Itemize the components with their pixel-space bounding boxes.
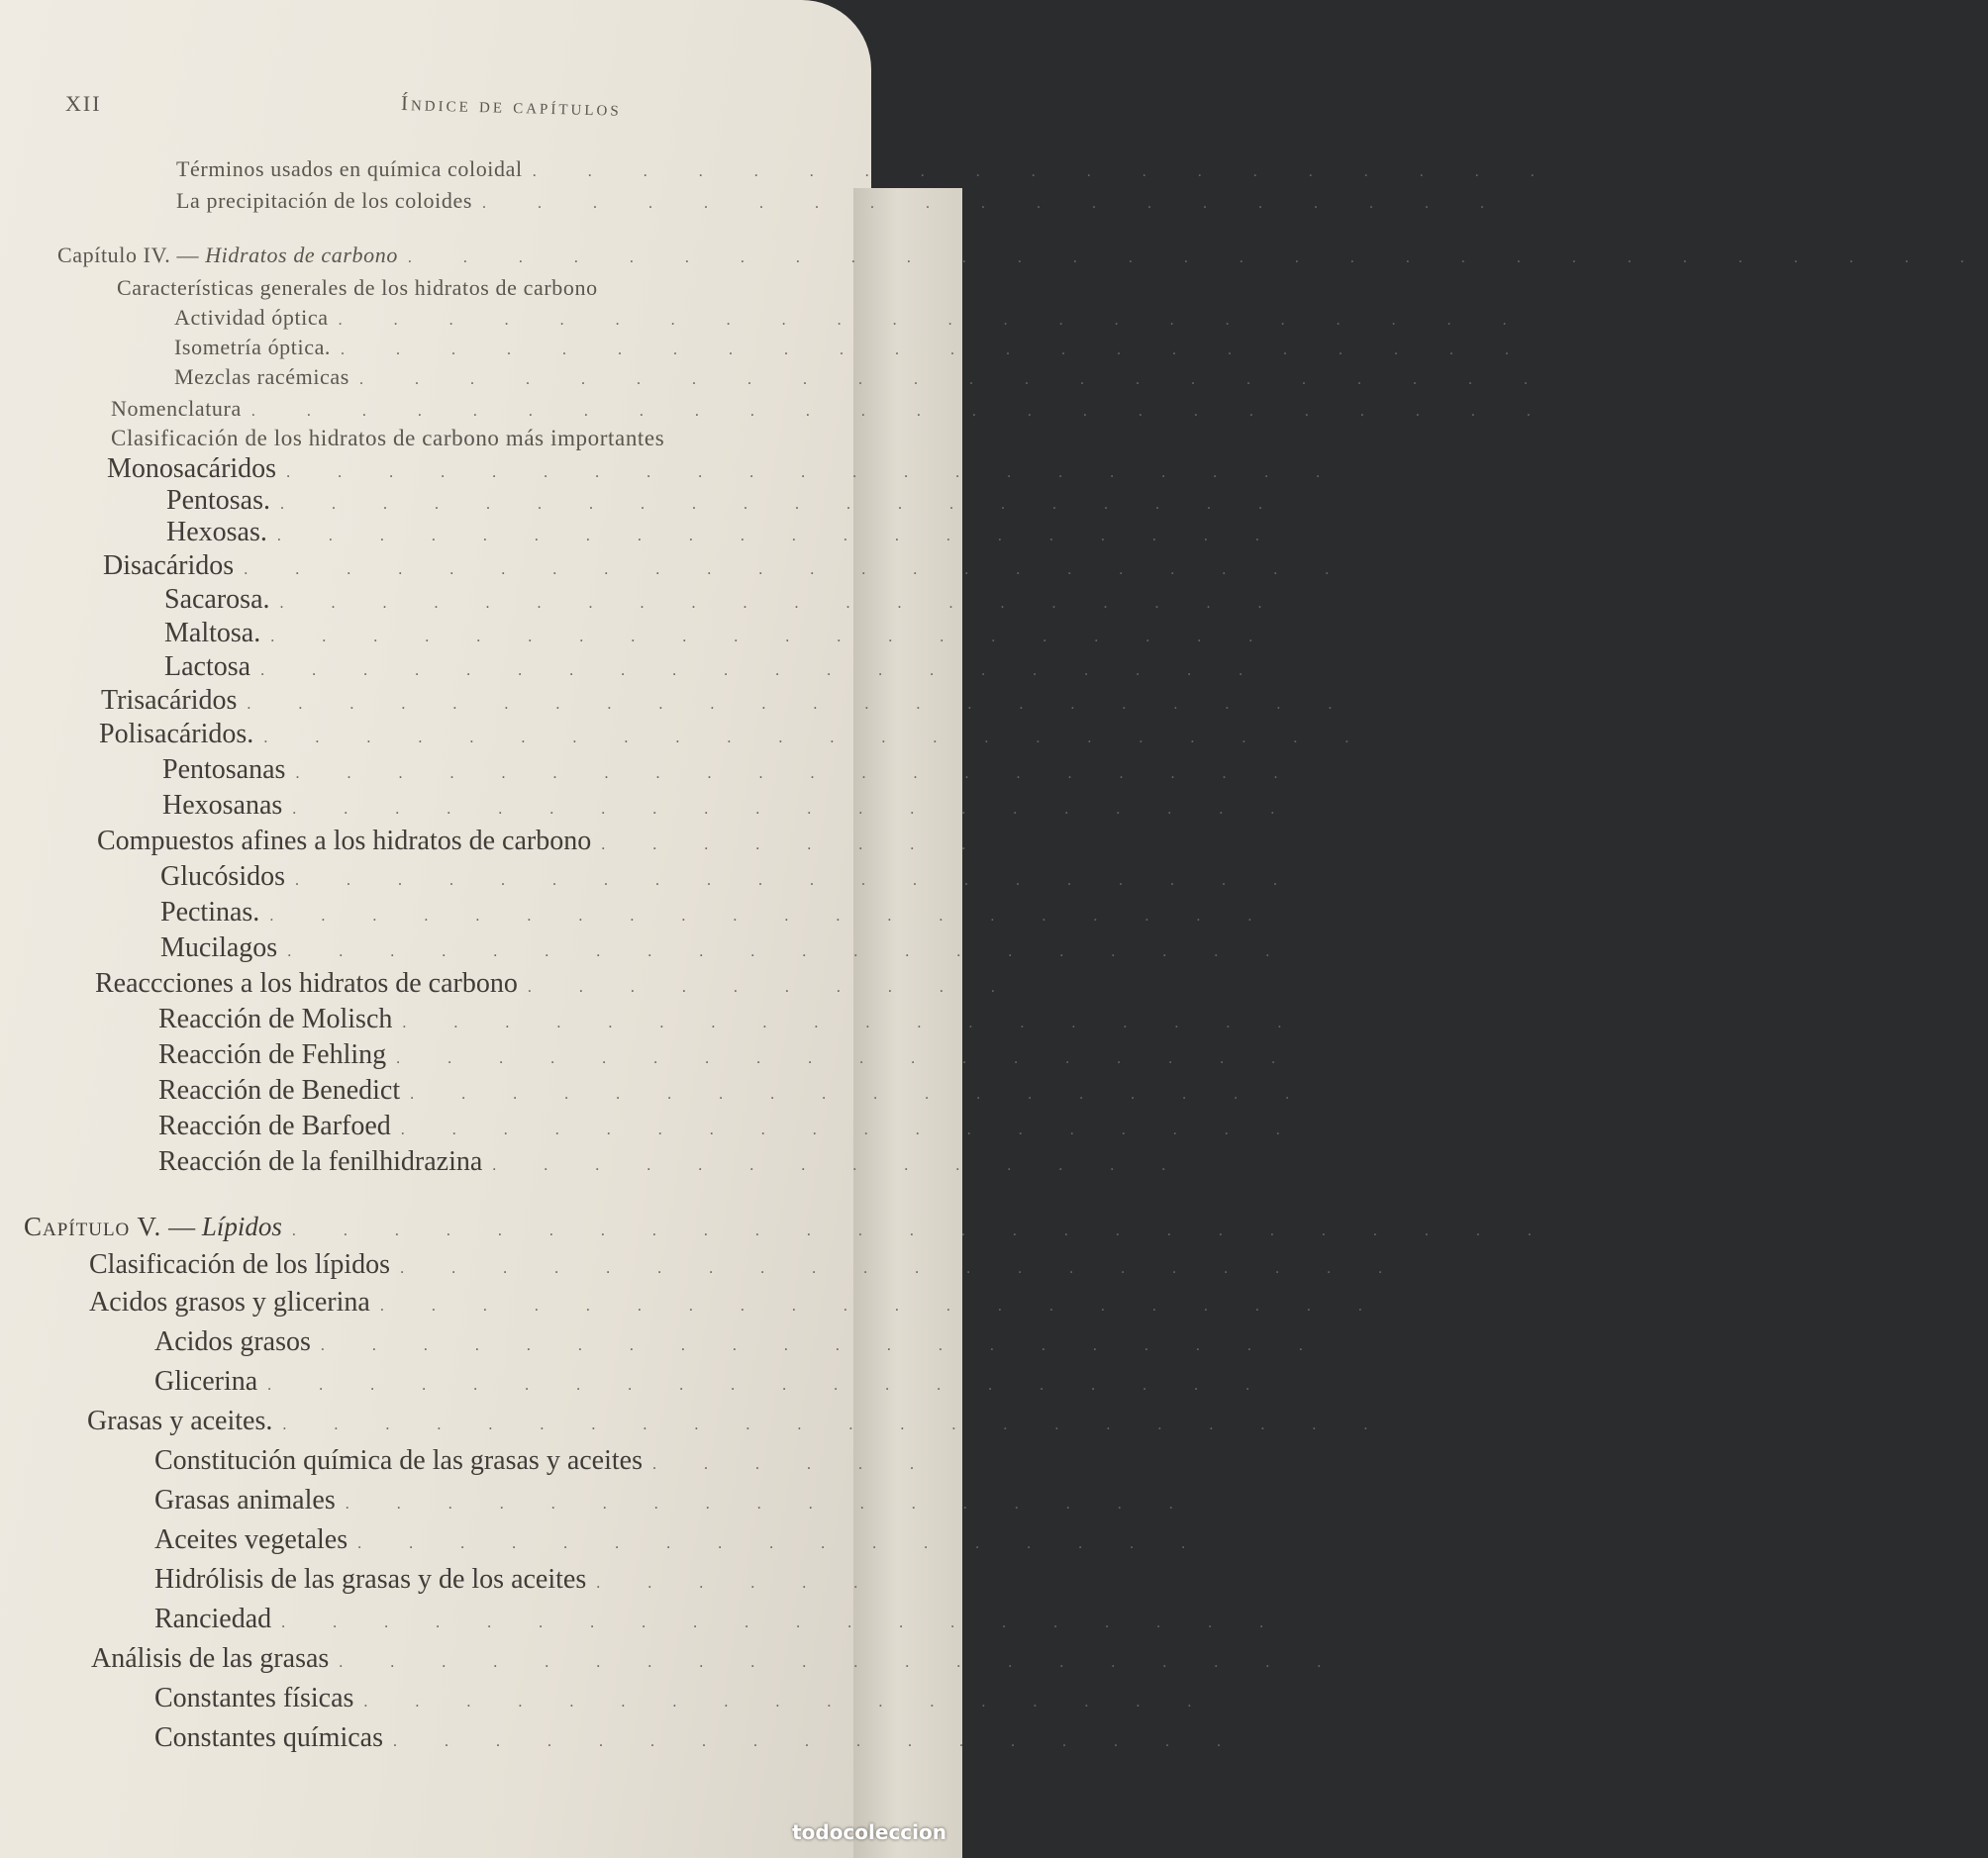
dot-leader: . . . . . . . . . . . . . . . . . — [392, 1733, 1242, 1750]
dot-leader: . . . . . . . . . . . . . . . . . . . . — [280, 496, 1284, 513]
toc-entry-label: Reacción de Molisch — [158, 1004, 393, 1034]
toc-entry-label: Mezclas racémicas — [174, 364, 349, 389]
toc-entry-label: Constitución química de las grasas y aceites — [154, 1445, 643, 1476]
dot-leader: . . . . . . — [596, 1575, 880, 1592]
dot-leader: . . . . . . . . . . . . . . . . . . . . . . — [244, 561, 1351, 578]
toc-entry — [87, 1406, 1390, 1437]
toc-entry-label: Lactosa — [164, 651, 251, 682]
toc-entry-label: Monosacáridos — [107, 453, 277, 484]
toc-entry-label: Reacción de Barfoed — [158, 1111, 391, 1141]
toc-entry-label: Reacción de la fenilhidrazina — [158, 1146, 483, 1177]
chapter-number: Capítulo IV. — [57, 243, 171, 267]
toc-entry-label: Sacarosa. — [164, 584, 270, 615]
toc-entry-label: Reacción de Fehling — [158, 1039, 387, 1070]
dot-leader: . . . . . . . . . . . . . . . . . . . . . . — [341, 342, 1534, 358]
toc-entry — [154, 1604, 1286, 1635]
toc-entry-label: Acidos grasos — [154, 1326, 311, 1357]
toc-entry — [117, 275, 849, 301]
toc-entry-label: Grasas animales — [154, 1485, 336, 1516]
dot-leader: . . . . . . . . . . . . . . . . . . — [410, 1086, 1312, 1103]
toc-entry-label: Mucilagos — [160, 932, 278, 963]
toc-entry-label: Glucósidos — [160, 861, 285, 892]
dot-leader: . . . . . . . . . . . . . . . . . . . . — [292, 801, 1297, 818]
toc-entry — [174, 364, 1551, 390]
toc-entry — [176, 156, 1558, 182]
toc-entry — [107, 453, 1342, 485]
toc-entry — [154, 1326, 1325, 1358]
toc-entry — [154, 1564, 880, 1596]
toc-entry — [103, 550, 1351, 582]
toc-entry — [154, 1485, 1195, 1516]
dot-leader: . . . . . . . . — [601, 836, 988, 853]
toc-entry — [162, 754, 1300, 786]
toc-entry-label: Constantes químicas — [154, 1722, 383, 1753]
toc-entry — [154, 1722, 1242, 1754]
dot-leader: . . . . . . . . . . . . . . . . . . . — [482, 195, 1508, 212]
toc-entry-label: Actividad óptica — [174, 305, 329, 330]
toc-entry-label: Glicerina — [154, 1366, 258, 1397]
toc-entry-label: Polisacáridos. — [99, 719, 254, 749]
toc-entry — [101, 685, 1354, 717]
toc-entry — [154, 1366, 1272, 1398]
toc-entry — [164, 651, 1265, 683]
dot-leader: . . . . . . . . . . . . . . . . . . . . — [339, 1654, 1343, 1671]
toc-entry — [164, 618, 1275, 649]
dot-leader: . . . . . . . . . . . . . . . . . . . . . . . . — [250, 403, 1554, 420]
dot-leader: . . . . . . . . . . . . . . . . . . . . . . . . . . . . . — [407, 249, 1988, 266]
chapter-heading — [24, 1212, 1553, 1242]
toc-entry — [154, 1683, 1214, 1714]
toc-entry-label: Reacción de Benedict — [158, 1075, 401, 1106]
dot-leader: . . . . . . . . . . . . . . . . . . . . . — [286, 464, 1342, 481]
dot-leader: . . . . . . . . . . . . . . . . . — [363, 1694, 1214, 1711]
dot-leader: . . . . . . . . . . . . . . . . . . . . . . — [358, 371, 1551, 388]
dot-leader: . . . . . . . . . . . . . . . . . . . . — [379, 1298, 1384, 1315]
dot-leader: . . . . . . . . . . . . . . . . . . . . . . . . . — [291, 1222, 1553, 1239]
toc-entry-label: Acidos grasos y glicerina — [89, 1287, 370, 1318]
toc-entry — [158, 1004, 1304, 1035]
dot-leader: . . . . . . . . . . . . . . . . . . . . — [279, 595, 1284, 612]
toc-entry — [97, 826, 988, 857]
dot-leader: . . . . . . . . . . . . . . . . . . . . — [320, 1337, 1325, 1354]
toc-entry-label: Reaccciones a los hidratos de carbono — [95, 968, 518, 999]
dot-leader: . . . . . . . . . . . . . . . . . . . . — [270, 629, 1275, 645]
toc-entry — [99, 719, 1371, 750]
toc-entry-label: La precipitación de los coloides — [176, 188, 472, 213]
toc-entry-label: Clasificación de los lípidos — [89, 1249, 391, 1280]
dot-leader: . . . . . . — [651, 1456, 936, 1473]
dot-leader: . . . . . . . . . . . . . . . . . . . . — [281, 1614, 1286, 1631]
toc-entry-label: Isometría óptica. — [174, 335, 332, 359]
toc-entry — [166, 517, 1281, 548]
toc-entry-label: Características generales de los hidratos de carbono — [117, 275, 598, 300]
toc-entry-label: Aceites vegetales — [154, 1524, 348, 1555]
toc-entry — [160, 932, 1292, 964]
dot-leader: . . . . . . . . . . . . . . . . . . . — [532, 163, 1558, 180]
dot-leader: . . . . . . . . . . . . . . . . . . . . — [400, 1260, 1405, 1277]
toc-entry-label: Pentosanas — [162, 754, 286, 785]
toc-entry — [162, 790, 1297, 822]
toc-entry — [95, 968, 1017, 1000]
dot-leader: . . . . . . . . . . . . . . — [492, 1157, 1188, 1174]
dot-leader: . . . . . . . . . . . . . . . . . . . . — [267, 1377, 1272, 1394]
toc-entry-label: Constantes físicas — [154, 1683, 354, 1713]
dot-leader: . . . . . . . . . . . . . . . . . . — [400, 1122, 1302, 1138]
dot-leader: . . . . . . . . . . . . . . . . . . . . — [295, 872, 1299, 889]
chapter-heading — [57, 243, 1988, 268]
page-number: XII — [65, 91, 102, 116]
toc-entry-label: Pectinas. — [160, 897, 260, 928]
dot-leader: . . . . . . . . . . . . . . . . . . — [402, 1015, 1304, 1031]
toc-entry — [174, 305, 1531, 331]
dot-leader: . . . . . . . . . . . . . . . . . . . . — [260, 662, 1265, 679]
toc-entry — [160, 897, 1274, 929]
chapter-title: Hidratos de carbono — [205, 243, 398, 267]
dot-leader: . . . . . . . . . . . . . . . . . . . . — [269, 908, 1274, 925]
dot-leader: . . . . . . . . . . . . . . . . . — [345, 1496, 1195, 1513]
toc-entry-label: Pentosas. — [166, 485, 270, 516]
dot-leader: . . . . . . . . . . — [527, 979, 1017, 996]
running-head: Índice de capítulos — [400, 91, 623, 121]
toc-entry-label: Maltosa. — [164, 618, 261, 648]
toc-entry-label: Ranciedad — [154, 1604, 272, 1634]
toc-entry-label: Nomenclatura — [111, 396, 242, 421]
toc-entry — [166, 485, 1284, 517]
dot-leader: . . . . . . . . . . . . . . . . . . . . . . — [263, 730, 1371, 746]
toc-entry — [89, 1249, 1405, 1281]
toc-entry — [91, 1643, 1343, 1675]
toc-entry — [111, 396, 1554, 422]
toc-entry-label: Compuestos afines a los hidratos de carbono — [97, 826, 592, 856]
dot-leader: . . . . . . . . . . . . . . . . . . . . — [276, 528, 1281, 544]
toc-entry — [89, 1287, 1384, 1319]
toc-entry — [174, 335, 1534, 360]
dot-leader: . . . . . . . . . . . . . . . . . . — [396, 1050, 1298, 1067]
em-dash: — — [168, 1212, 196, 1241]
toc-entry — [158, 1039, 1298, 1071]
toc-entry — [176, 188, 1508, 214]
dot-leader: . . . . . . . . . . . . . . . . . . . . . . — [282, 1417, 1390, 1433]
toc-entry — [111, 426, 847, 451]
watermark: todocoleccion — [792, 1820, 946, 1844]
toc-entry-label: Trisacáridos — [101, 685, 238, 716]
dot-leader: . . . . . . . . . . . . . . . . . . . . . . — [338, 312, 1531, 329]
toc-entry — [164, 584, 1284, 616]
toc-entry-label: Disacáridos — [103, 550, 235, 581]
dot-leader: . . . . . . . . . . . . . . . . . . . . — [295, 765, 1300, 782]
toc-entry-label: Clasificación de los hidratos de carbono más importantes — [111, 426, 665, 450]
toc-entry — [160, 861, 1299, 893]
toc-entry-label: Hexosanas — [162, 790, 283, 821]
em-dash: — — [176, 243, 200, 267]
dot-leader: . . . . . . . . . . . . . . . . . — [357, 1535, 1208, 1552]
toc-entry-label: Grasas y aceites. — [87, 1406, 273, 1436]
toc-entry-label: Hidrólisis de las grasas y de los aceites — [154, 1564, 587, 1595]
dot-leader: . . . . . . . . . . . . . . . . . . . . . . — [247, 696, 1354, 713]
toc-entry — [158, 1111, 1302, 1142]
toc-entry — [158, 1146, 1188, 1178]
chapter-number: Capítulo V. — [24, 1212, 162, 1241]
toc-entry — [158, 1075, 1312, 1107]
toc-entry-label: Análisis de las grasas — [91, 1643, 330, 1674]
toc-entry — [154, 1445, 936, 1477]
toc-entry — [154, 1524, 1208, 1556]
dot-leader: . . . . . . . . . . . . . . . . . . . . — [287, 943, 1292, 960]
toc-entry-label: Términos usados en química coloidal — [176, 156, 523, 181]
chapter-title: Lípidos — [201, 1212, 282, 1241]
toc-entry-label: Hexosas. — [166, 517, 267, 547]
